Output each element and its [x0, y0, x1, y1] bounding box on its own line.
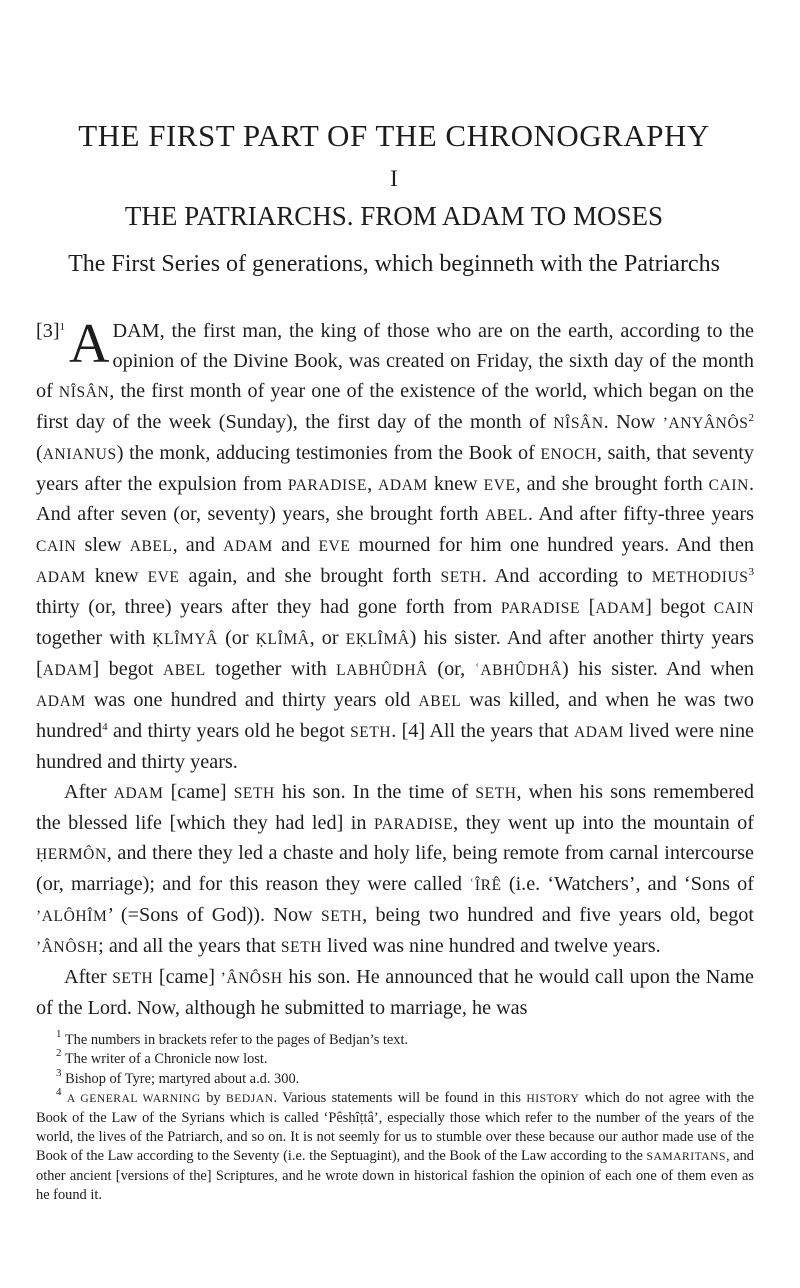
body-text — [36, 313, 755, 1024]
name-adam: DAM — [112, 320, 160, 342]
paragraph-adam: $[3]^1$ A DAM, the first man, the king of those who are on the earth, according to the opinion of the Divine Book, was created on Friday, the sixth day of the month of NÎSÂN, the first month of year one of the existence of the world, which began on the first day of the week (Sunday), the first day of the month of NÎSÂN. Now ’ANYÂNÔS$^2$ (ANIANUS) the monk, adducing testimonies from the Book of ENOCH, saith, that seventy years after the expulsion from PARADISE, ADAM knew EVE, and she brought forth CAIN. And after seven (or, seventy) years, she brought forth ABEL. And after fifty-three years CAIN slew ABEL, and ADAM and EVE mourned for him one hundred years. And then ADAM knew EVE again, and she brought forth SETH. And according to METHODIUS$^3$ thirty (or, three) years after they had gone forth from PARADISE [ADAM] begot CAIN together with ḲLÎMYÂ (or ḲLÎMÂ, or EḲLÎMÂ) his sister. And after another thirty years [ADAM] begot ABEL together with LABHÛDHÂ (or, ʿABHÛDHÂ) his sister. And when ADAM was one hundred and thirty years old ABEL was killed, and when he was two hundred$^4$ and thirty years old he begot SETH. [4] All the years that ADAM lived were nine hundred and thirty years. — [36, 313, 755, 773]
paragraph-anosh: After SETH [came] ’ÂNÔSH his son. He announced that he would call upon the Name of the Lord. Now, although he submitted to marriage, he was — [36, 966, 755, 1019]
chapter-subtitle: The First Series of generations, which beginneth with the Patriarchs — [68, 251, 720, 277]
page-marker: $[3]^1$ — [36, 320, 66, 342]
footnote-ref: 2 — [748, 411, 754, 424]
chapter-title: THE PATRIARCHS. FROM ADAM TO MOSES — [124, 201, 664, 231]
footnote-2: $^2$ The writer of a Chronicle now lost. — [56, 1047, 268, 1068]
footnote-1: $^1$ The numbers in brackets refer to the pages of Bedjan’s text. — [56, 1028, 409, 1048]
drop-cap: A — [69, 313, 110, 375]
footnote-3: $^3$ Bishop of Tyre; martyred about a.d. 300. — [56, 1066, 300, 1087]
part-title: THE FIRST PART OF THE CHRONOGRAPHY — [78, 118, 710, 153]
footnotes — [36, 1028, 754, 1206]
footnote-4: $^4$ A GENERAL WARNING by BEDJAN. Various statements will be found in this HISTORY which do not agree with the Book of the Law of the Syrians which is called ‘Pêshîṭtâ’, especially those which refer to the number of the years of the world, the lives of the Patriarch, and so on. It is not seemly for us to stumble over these because our author made use of the Book of the Law according to the Seventy (i.e. the Septuagint), and the Book of the Law according to the SAMARITANS, and other ancient [versions of the] Scriptures, and he wrote down in historical fashion the opinion of each one of them even as he found it. — [36, 1086, 754, 1204]
footnote-ref: 3 — [748, 566, 754, 579]
footnote-ref: 4 — [102, 720, 108, 733]
footnote-ref: 1 — [59, 321, 66, 333]
chapter-numeral: I — [390, 166, 398, 191]
paragraph-seth: After ADAM [came] SETH his son. In the time of SETH, when his sons remembered the blessed life [which they had led] in PARADISE, they went up into the mountain of ḤERMÔN, and there they led a chaste and holy life, being remote from carnal intercourse (or, marriage); and for this reason they were called ʿÎRÊ (i.e. ‘Watchers’, and ‘Sons of ’ALÔHÎM’ (=Sons of God)). Now SETH, being two hundred and five years old, begot ’ÂNÔSH; and all the years that SETH lived was nine hundred and twelve years. — [36, 780, 755, 958]
